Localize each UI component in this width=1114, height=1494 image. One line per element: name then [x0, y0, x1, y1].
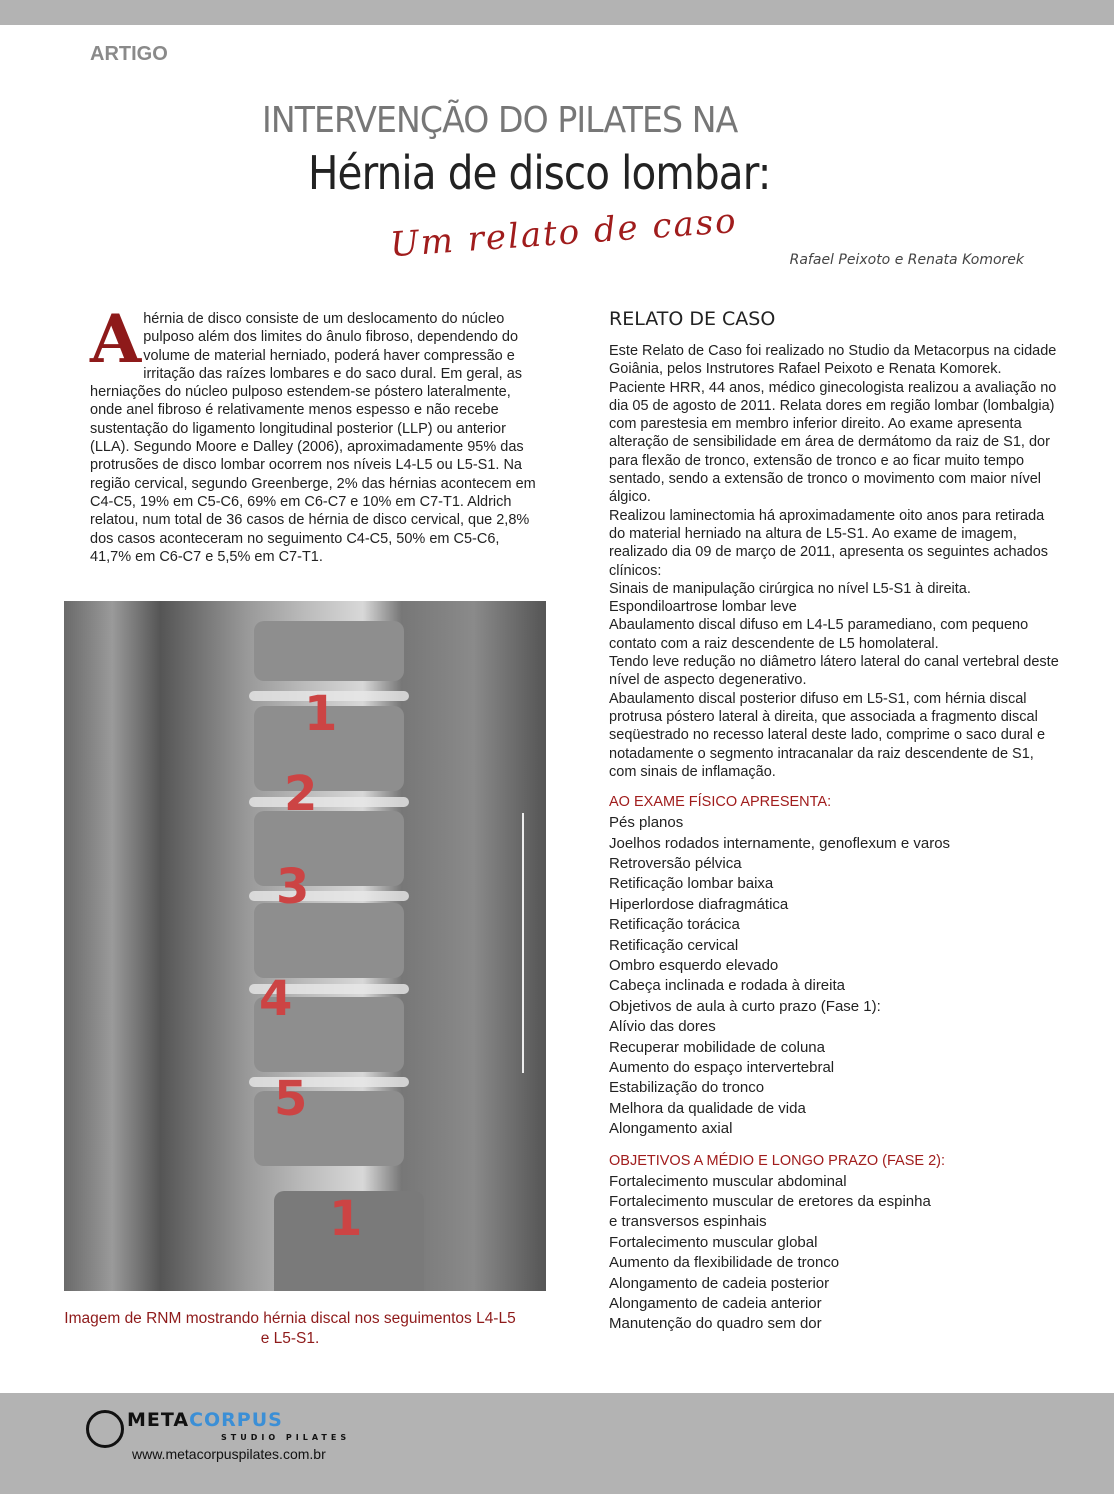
- case-paragraph: Abaulamento discal difuso em L4-L5 paramediano, com pequeno contato com a raiz descendente de L5 homolateral.: [609, 617, 1029, 652]
- case-paragraph: Este Relato de Caso foi realizado no Studio da Metacorpus na cidade Goiânia, pelos Instrutores Rafael Peixoto e Renata Komorek.: [609, 343, 1057, 378]
- title-line-1: INTERVENÇÃO DO PILATES NA: [262, 100, 738, 141]
- case-paragraph: Tendo leve redução no diâmetro látero lateral do canal vertebral deste nível de aspecto degenerativo.: [609, 654, 1059, 689]
- drop-cap: A: [90, 300, 142, 378]
- vertebra-label: 2: [284, 766, 318, 822]
- logo-tagline: STUDIO PILATES: [221, 1433, 351, 1442]
- case-paragraphs: [609, 342, 1059, 781]
- list-item: Cabeça inclinada e rodada à direita: [609, 977, 845, 995]
- list-item: Fortalecimento muscular abdominal: [609, 1172, 847, 1190]
- list-item: Recuperar mobilidade de coluna: [609, 1038, 825, 1056]
- list-item: Ombro esquerdo elevado: [609, 956, 779, 974]
- footer: [0, 1393, 1114, 1494]
- list-item: Alongamento axial: [609, 1120, 733, 1138]
- list-item: Alívio das dores: [609, 1018, 716, 1036]
- list-item: Fortalecimento muscular de eretores da espinha: [609, 1193, 931, 1211]
- list-item: Joelhos rodados internamente, genoflexum e varos: [609, 834, 951, 852]
- metacorpus-logo-icon: [86, 1410, 124, 1448]
- vertebra-label: 4: [259, 971, 293, 1027]
- list-item: Objetivos de aula à curto prazo (Fase 1):: [609, 997, 881, 1015]
- case-report: [609, 308, 1059, 1335]
- list-item: Pés planos: [609, 814, 684, 832]
- logo-meta: META: [127, 1409, 190, 1431]
- authors: Rafael Peixoto e Renata Komorek: [789, 252, 1024, 268]
- vertebra-label: 1: [329, 1191, 363, 1247]
- case-paragraph: Paciente HRR, 44 anos, médico ginecologista realizou a avaliação no dia 05 de agosto de 2011. Relata dores em região lombar (lombalgia) com parestesia em membro inferior direito. Ao exame apresenta alteração de sensibilidade em área de dermátomo da raiz de S1, dor para flexão de tronco, extensão de tronco e ao ficar muito tempo sentado, sendo a extensão de tronco o movimento com maior nível álgico.: [609, 379, 1057, 506]
- metacorpus-logo-wordmark: [127, 1409, 283, 1431]
- vertebra-label: 3: [276, 859, 310, 915]
- figure-caption: Imagem de RNM mostrando hérnia discal nos seguimentos L4-L5 e L5-S1.: [64, 1310, 516, 1347]
- exam-heading: AO EXAME FÍSICO APRESENTA:: [609, 794, 832, 811]
- case-paragraph: Realizou laminectomia há aproximadamente oito anos para retirada do material herniado na altura de L5-S1. Ao exame de imagem, realizado dia 09 de março de 2011, apresenta os seguintes achados clínicos:: [609, 507, 1049, 579]
- list-item: Estabilização do tronco: [609, 1079, 765, 1097]
- list-item: Aumento da flexibilidade de tronco: [609, 1254, 840, 1272]
- list-item: Retificação torácica: [609, 916, 740, 934]
- intro-paragraph: [90, 300, 540, 566]
- exam-list: [609, 813, 1059, 1140]
- goals-heading: OBJETIVOS A MÉDIO E LONGO PRAZO (FASE 2):: [609, 1152, 945, 1169]
- subtitle: Um relato de caso: [388, 201, 739, 266]
- top-bar: [0, 0, 1114, 25]
- title-line-2: Hérnia de disco lombar:: [308, 146, 771, 200]
- list-item: Alongamento de cadeia anterior: [609, 1295, 822, 1313]
- scale-ruler: [514, 813, 524, 1073]
- website-link[interactable]: www.metacorpuspilates.com.br: [132, 1446, 326, 1462]
- logo-corpus: CORPUS: [189, 1409, 283, 1431]
- list-item: Melhora da qualidade de vida: [609, 1099, 806, 1117]
- list-item: Retificação lombar baixa: [609, 875, 774, 893]
- list-item: e transversos espinhais: [609, 1213, 767, 1231]
- case-paragraph: Abaulamento discal posterior difuso em L5-S1, com hérnia discal protrusa póstero lateral à direita, que associada a fragmento discal seqüestrado no recesso lateral deste lado, comprime o saco dural e notadamente o segmento intracanalar da raiz descendente de S1, com sinais de inflamação.: [609, 690, 1046, 780]
- list-item: Fortalecimento muscular global: [609, 1233, 818, 1251]
- intro-text: hérnia de disco consiste de um deslocamento do núcleo pulposo além dos limites do ânulo fibroso, dependendo do volume de material herniado, poderá haver compressão e irritação das raízes lombares e do saco dural. Em geral, as herniações do núcleo pulposo estendem-se póstero lateralmente, onde anel fibroso é relativamente menos espesso e não recebe sustentação do ligamento longitudinal posterior (LLP) ou anterior (LLA). Segundo Moore e Dalley (2006), aproximadamente 95% das protrusões de disco lombar ocorrem nos níveis L4-L5 ou L5-S1. Na região cervical, segundo Greenberge, 2% das hérnias acontecem em C4-C5, 19% em C5-C6, 69% em C6-C7 e 10% em C7-T1. Aldrich relatou, num total de 36 casos de hérnia de disco cervical, que 2,8% dos casos aconteceram no seguimento C4-C5, 50% em C5-C6, 41,7% em C6-C7 e 5,5% em C7-T1.: [90, 311, 536, 565]
- vertebra-label: 5: [274, 1071, 308, 1127]
- list-item: Alongamento de cadeia posterior: [609, 1274, 830, 1292]
- list-item: Manutenção do quadro sem dor: [609, 1315, 822, 1333]
- case-paragraph: Sinais de manipulação cirúrgica no nível L5-S1 à direita.: [609, 580, 971, 597]
- vertebra-label: 1: [304, 686, 338, 742]
- list-item: Retificação cervical: [609, 936, 739, 954]
- list-item: Retroversão pélvica: [609, 854, 742, 872]
- mri-image: [64, 601, 546, 1291]
- list-item: Hiperlordose diafragmática: [609, 895, 789, 913]
- case-heading: RELATO DE CASO: [609, 308, 776, 330]
- goals-list: [609, 1172, 1059, 1335]
- case-paragraph: Espondiloartrose lombar leve: [609, 599, 797, 616]
- list-item: Aumento do espaço intervertebral: [609, 1059, 835, 1076]
- section-label: ARTIGO: [90, 43, 168, 65]
